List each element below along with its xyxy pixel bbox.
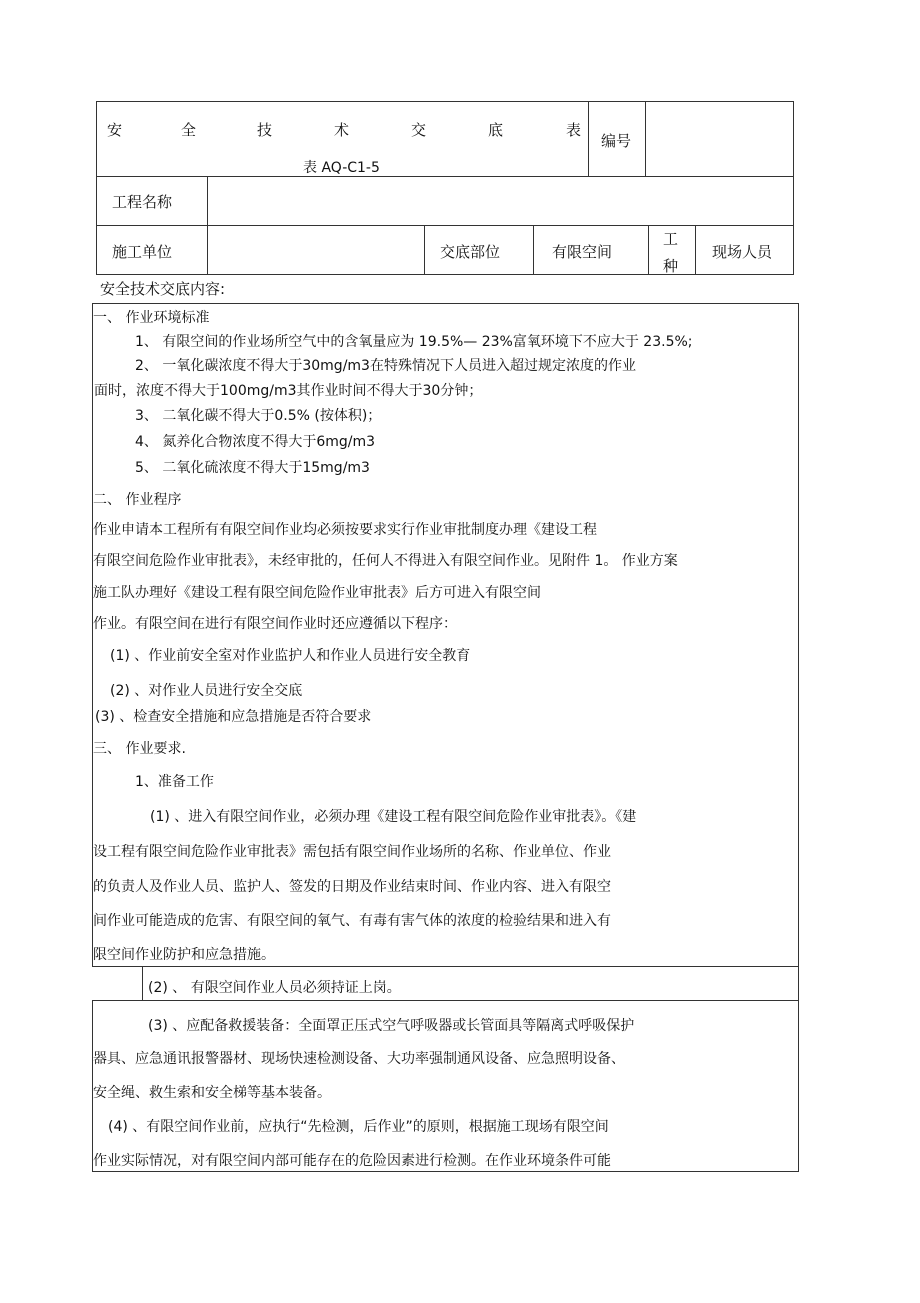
title-char-2: 全 bbox=[181, 121, 197, 139]
header-row-divider-1 bbox=[96, 176, 794, 177]
section3-requirement-2: (2) 、 有限空间作业人员必须持证上岗。 bbox=[148, 980, 401, 996]
section3-requirement-4b: 作业实际情况，对有限空间内部可能存在的危险因素进行检测。在作业环境条件可能 bbox=[93, 1153, 611, 1169]
section2-step-2: (2) 、对作业人员进行安全交底 bbox=[110, 683, 303, 699]
location-value-divider bbox=[648, 225, 649, 275]
project-cell-divider bbox=[207, 176, 208, 225]
section1-item-1: 1、 有限空间的作业场所空气中的含氧量应为 19.5%— 23%富氧环境下不应大于 23.5%; bbox=[135, 334, 693, 350]
section3-requirement-4a: (4) 、有限空间作业前，应执行“先检测，后作业”的原则，根据施工现场有限空间 bbox=[108, 1119, 609, 1135]
number-cell-divider bbox=[645, 101, 646, 176]
section3-requirement-3c: 安全绳、救生索和安全梯等基本装备。 bbox=[93, 1085, 331, 1101]
header-row-divider-2 bbox=[96, 225, 794, 226]
section1-heading: 一、 作业环境标准 bbox=[93, 310, 210, 326]
section3-requirement-1d: 间作业可能造成的危害、有限空间的氧气、有毒有害气体的浓度的检验结果和进入有 bbox=[93, 913, 611, 929]
section1-item-3: 3、 二氧化碳不得大于0.5% (按体积)； bbox=[135, 408, 382, 424]
section1-item-2a: 2、 一氧化碳浓度不得大于30mg/m3在特殊情况下人员进入超过规定浓度的作业 bbox=[135, 358, 636, 374]
title-char-7: 表 bbox=[566, 121, 582, 139]
number-label: 编号 bbox=[601, 132, 632, 150]
title-char-4: 术 bbox=[334, 121, 350, 139]
section3-requirement-3a: (3) 、应配备救援装备：全面罩正压式空气呼吸器或长管面具等隔离式呼吸保护 bbox=[148, 1018, 635, 1034]
title-cell-divider bbox=[588, 101, 589, 176]
form-code: 表 AQ-C1-5 bbox=[303, 160, 380, 176]
section3-subheading-1: 1、准备工作 bbox=[135, 774, 214, 790]
section3-requirement-1a: (1) 、进入有限空间作业，必须办理《建设工程有限空间危险作业审批表》。《建 bbox=[150, 809, 637, 825]
section3-requirement-1b: 设工程有限空间危险作业审批表》需包括有限空间作业场所的名称、作业单位、作业 bbox=[93, 844, 611, 860]
unit-value-divider bbox=[424, 225, 425, 275]
section2-paragraph-2: 有限空间危险作业审批表》，未经审批的，任何人不得进入有限空间作业。见附件 1。 作业方案 bbox=[93, 553, 678, 569]
project-name-label: 工程名称 bbox=[112, 193, 173, 211]
title-char-1: 安 bbox=[107, 121, 123, 139]
briefing-location-label: 交底部位 bbox=[440, 243, 501, 261]
section2-step-3: (3) 、检查安全措施和应急措施是否符合要求 bbox=[95, 709, 372, 725]
section3-requirement-1e: 限空间作业防护和应急措施。 bbox=[93, 947, 275, 963]
section1-item-2b: 面时，浓度不得大于100mg/m3其作业时间不得大于30分钟； bbox=[94, 383, 483, 399]
section2-heading: 二、 作业程序 bbox=[93, 492, 182, 508]
section2-paragraph-4: 作业。有限空间在进行有限空间作业时还应遵循以下程序： bbox=[93, 616, 457, 632]
briefing-location-value: 有限空间 bbox=[552, 243, 613, 261]
section3-heading: 三、 作业要求. bbox=[93, 741, 186, 757]
section2-paragraph-3: 施工队办理好《建设工程有限空间危险作业审批表》后方可进入有限空间 bbox=[93, 585, 541, 601]
title-char-5: 交 bbox=[411, 121, 427, 139]
content-label: 安全技术交底内容: bbox=[100, 280, 226, 298]
section1-item-5: 5、 二氧化硫浓度不得大于15mg/m3 bbox=[135, 460, 370, 476]
title-char-3: 技 bbox=[257, 121, 273, 139]
content-box-main bbox=[92, 303, 799, 967]
title-char-6: 底 bbox=[488, 121, 504, 139]
trade-label-divider bbox=[695, 225, 696, 275]
section3-requirement-3b: 器具、应急通讯报警器材、现场快速检测设备、大功率强制通风设备、应急照明设备、 bbox=[93, 1051, 625, 1067]
trade-label-top: 工 bbox=[663, 230, 679, 248]
construction-unit-label: 施工单位 bbox=[112, 243, 173, 261]
section1-item-4: 4、 氮养化合物浓度不得大于6mg/m3 bbox=[135, 434, 376, 450]
unit-cell-divider bbox=[207, 225, 208, 275]
section2-paragraph-1: 作业申请本工程所有有限空间作业均必须按要求实行作业审批制度办理《建设工程 bbox=[93, 522, 597, 538]
section3-requirement-1c: 的负责人及作业人员、监护人、签发的日期及作业结束时间、作业内容、进入有限空 bbox=[93, 879, 611, 895]
trade-value: 现场人员 bbox=[712, 243, 773, 261]
location-label-divider bbox=[533, 225, 534, 275]
trade-label-bottom: 种 bbox=[663, 257, 679, 275]
section2-step-1: (1) 、作业前安全室对作业监护人和作业人员进行安全教育 bbox=[110, 648, 471, 664]
